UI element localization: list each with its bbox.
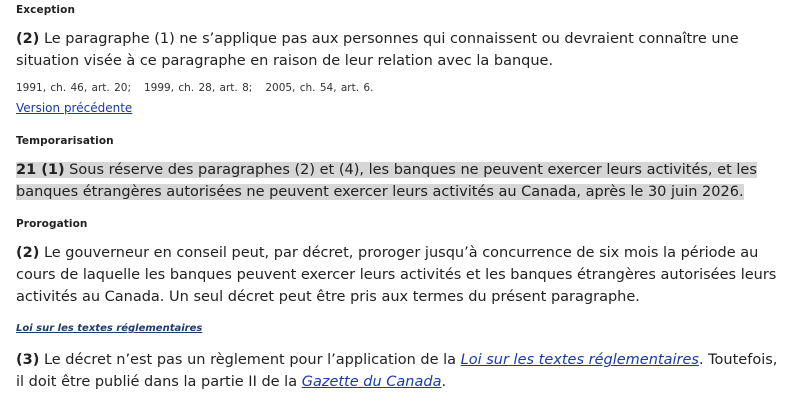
paragraph-text: Sous réserve des paragraphes (2) et (4), les banques ne peuvent exercer leurs activités, et les banques étrangères autorisées ne peuvent exercer leurs activités au Canada, après le 30 juin 2026. bbox=[16, 162, 757, 200]
section-number: 21 (1) bbox=[16, 162, 65, 178]
paragraph-text: Le paragraphe (1) ne s’applique pas aux personnes qui connaissent ou devraient connaître une situation visée à ce paragraphe en raison de leur relation avec la banque. bbox=[16, 31, 739, 69]
paragraph-2-exception bbox=[16, 28, 786, 72]
paragraph-text: . Toutefois, il doit être publié dans la partie II de la bbox=[16, 352, 778, 390]
paragraph-3 bbox=[16, 349, 786, 393]
paragraph-text: . bbox=[441, 374, 447, 390]
loi-textes-reglementaires-link[interactable]: Loi sur les textes réglementaires bbox=[460, 352, 699, 368]
paragraph-2-prorogation bbox=[16, 242, 786, 308]
history-citation: 2005, ch. 54, art. 6. bbox=[265, 82, 374, 94]
gazette-du-canada-link[interactable]: Gazette du Canada bbox=[301, 374, 442, 390]
paragraph-number: (2) bbox=[16, 31, 40, 47]
highlighted-text bbox=[16, 162, 757, 200]
paragraph-number: (2) bbox=[16, 245, 40, 261]
paragraph-text: Le gouverneur en conseil peut, par décret, proroger jusqu’à concurrence de six mois la période au cours de laquelle les banques peuvent exercer leurs activités et les banques étrangères autorisées leurs activités au Canada. Un seul décret peut être pris aux termes du présent paragraphe. bbox=[16, 245, 777, 305]
section-heading-exception: Exception bbox=[16, 4, 76, 16]
section-heading-temporarisation: Temporarisation bbox=[16, 135, 114, 147]
history-note bbox=[16, 82, 373, 94]
marginal-note-link[interactable]: Loi sur les textes réglementaires bbox=[16, 323, 203, 334]
previous-version-link[interactable]: Version précédente bbox=[16, 101, 133, 115]
paragraph-number: (3) bbox=[16, 352, 40, 368]
section-heading-prorogation: Prorogation bbox=[16, 218, 88, 230]
paragraph-21-1-temporarisation bbox=[16, 159, 786, 203]
history-citation: 1999, ch. 28, art. 8; bbox=[144, 82, 253, 94]
paragraph-text: Le décret n’est pas un règlement pour l’application de la bbox=[39, 352, 461, 368]
history-citation: 1991, ch. 46, art. 20; bbox=[16, 82, 131, 94]
